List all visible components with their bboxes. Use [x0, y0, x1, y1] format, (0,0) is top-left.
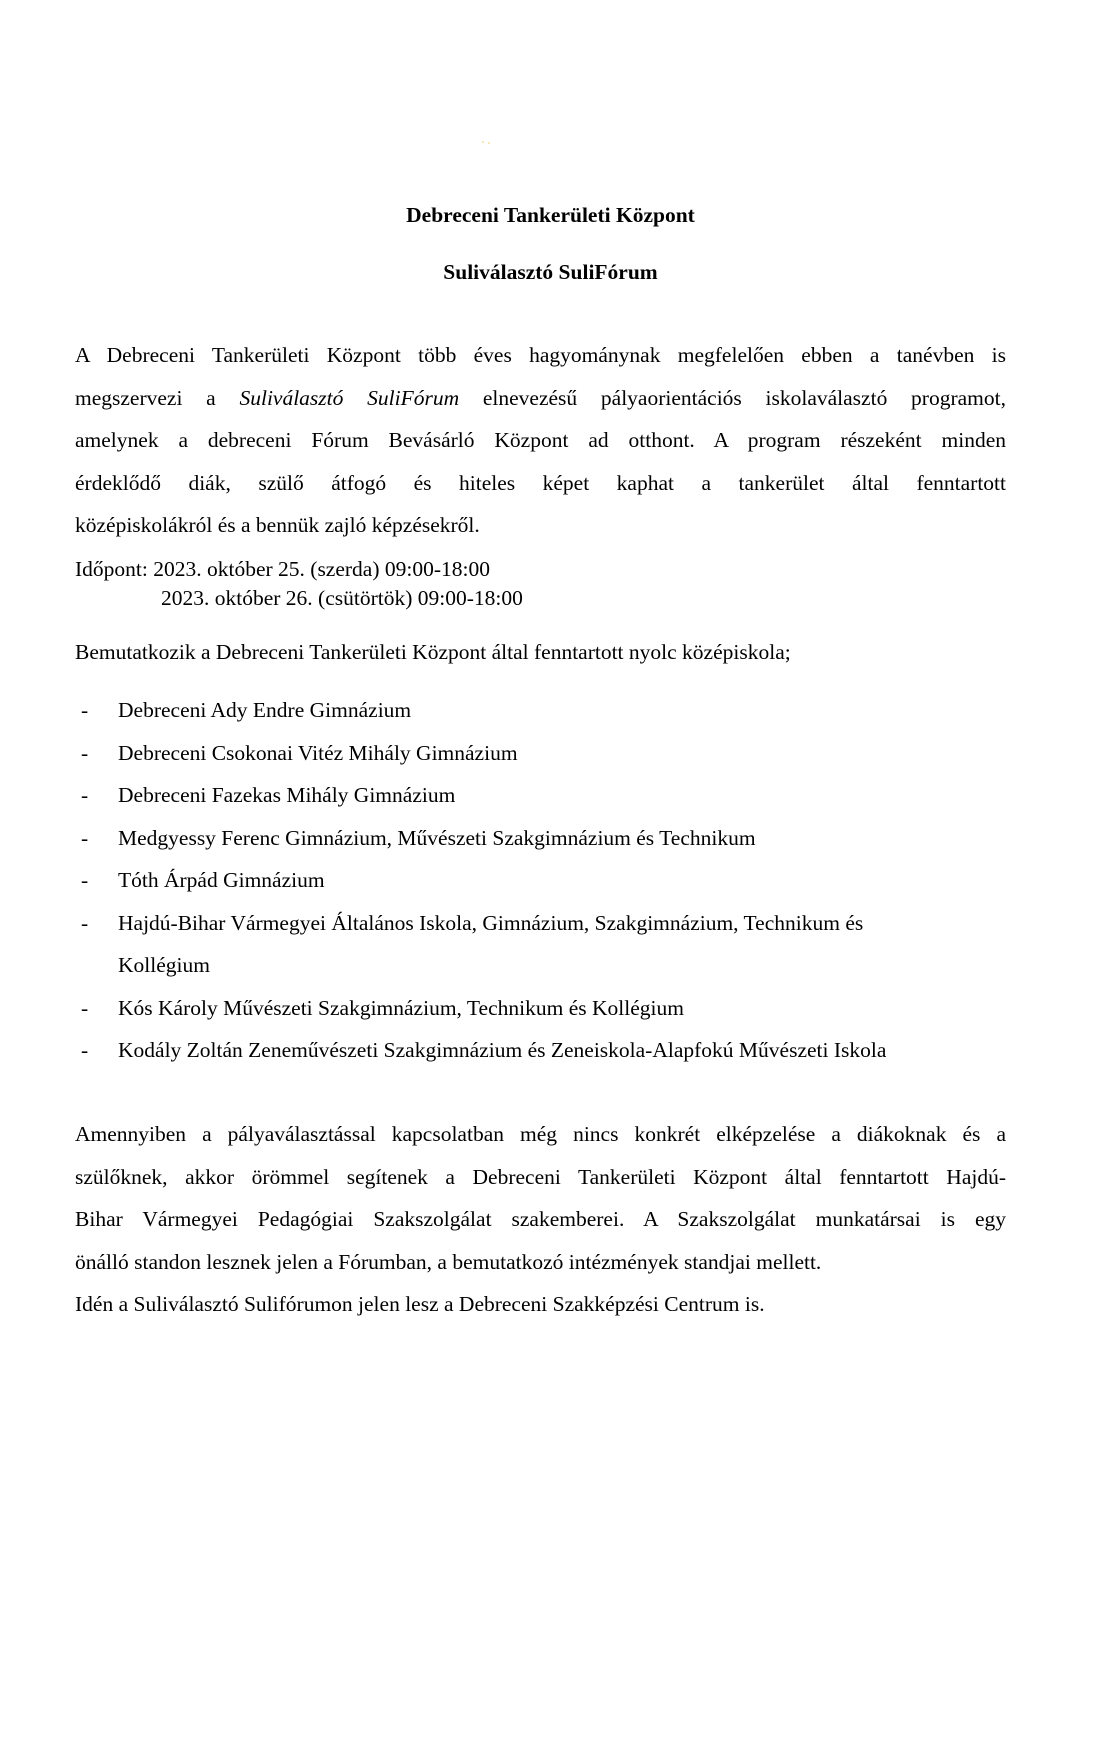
list-item: - Debreceni Ady Endre Gimnázium — [75, 689, 1015, 732]
bullet-dash: - — [81, 698, 89, 722]
bullet-dash: - — [81, 740, 89, 765]
closing-line: szülőknek, akkor örömmel segítenek a Debreceni Tankerületi Központ által fenntartott Hajdú- — [75, 1164, 1006, 1189]
intro-line: megszervezi a Suliválasztó SuliFórum elnevezésű pályaorientációs iskolaválasztó programot, — [75, 385, 1006, 410]
intro-line: A Debreceni Tankerületi Központ több éves hagyománynak megfelelően ebben a tanévben is — [75, 343, 1006, 367]
closing-line: Amennyiben a pályaválasztással kapcsolatban még nincs konkrét elképzelése a diákoknak és a — [75, 1122, 1006, 1146]
event-name: Suliválasztó SuliFórum — [239, 385, 460, 410]
event-dates — [75, 555, 523, 613]
bullet-dash: - — [81, 995, 89, 1020]
list-item: - Hajdú-Bihar Vármegyei Általános Iskola, Gimnázium, Szakgimnázium, Technikum és Kollégium — [75, 902, 1015, 987]
bullet-dash: - — [81, 1038, 89, 1062]
schools-list — [75, 689, 1015, 1072]
list-item: - Debreceni Csokonai Vitéz Mihály Gimnázium — [75, 732, 1015, 775]
list-item: - Kodály Zoltán Zeneművészeti Szakgimnázium és Zeneiskola-Alapfokú Művészeti Iskola — [75, 1029, 1015, 1072]
closing-line: Idén a Suliválasztó Sulifórumon jelen lesz a Debreceni Szakképzési Centrum is. — [75, 1292, 765, 1316]
list-item: - Kós Károly Művészeti Szakgimnázium, Technikum és Kollégium — [75, 987, 1015, 1030]
event-date-1: Időpont: 2023. október 25. (szerda) 09:00-18:00 — [75, 557, 490, 581]
list-item: - Medgyessy Ferenc Gimnázium, Művészeti Szakgimnázium és Technikum — [75, 817, 1015, 860]
intro-line: érdeklődő diák, szülő átfogó és hiteles képet kaphat a tankerület által fenntartott — [75, 470, 1006, 495]
list-item: - Tóth Árpád Gimnázium — [75, 859, 1015, 902]
document-title: Debreceni Tankerületi Központ — [406, 203, 695, 227]
event-date-2: 2023. október 26. (csütörtök) 09:00-18:00 — [161, 586, 523, 610]
scan-speck — [482, 140, 490, 144]
bullet-dash: - — [81, 868, 89, 892]
document-subtitle: Suliválasztó SuliFórum — [443, 260, 658, 284]
closing-line: önálló standon lesznek jelen a Fórumban, a bemutatkozó intézmények standjai mellett. — [75, 1249, 822, 1274]
bullet-dash: - — [81, 783, 89, 807]
intro-line: középiskolákról és a bennük zajló képzésekről. — [75, 513, 480, 537]
schools-intro: Bemutatkozik a Debreceni Tankerületi Központ által fenntartott nyolc középiskola; — [75, 640, 791, 664]
closing-paragraph — [75, 1113, 1006, 1326]
bullet-dash: - — [81, 825, 89, 850]
bullet-dash: - — [81, 910, 89, 935]
list-item: - Debreceni Fazekas Mihály Gimnázium — [75, 774, 1015, 817]
closing-line: Bihar Vármegyei Pedagógiai Szakszolgálat szakemberei. A Szakszolgálat munkatársai is egy — [75, 1207, 1006, 1231]
intro-paragraph — [75, 334, 1006, 547]
intro-line: amelynek a debreceni Fórum Bevásárló Központ ad otthont. A program részeként minden — [75, 428, 1006, 452]
